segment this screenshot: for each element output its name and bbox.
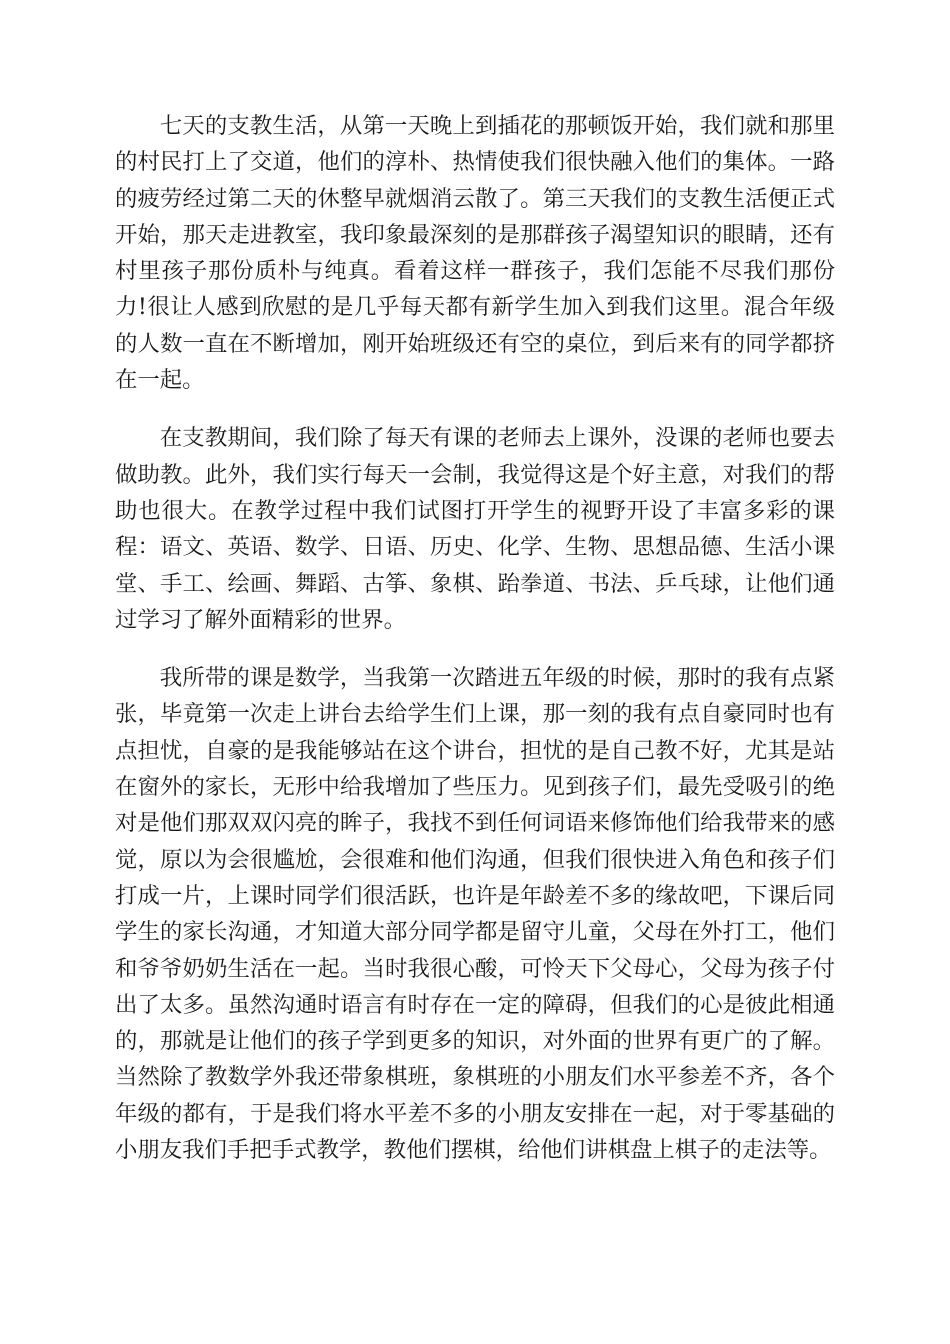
document-page	[115, 108, 835, 1190]
paragraph-teaching-life: 七天的支教生活，从第一天晚上到插花的那顿饭开始，我们就和那里的村民打上了交道，他们的淳朴、热情使我们很快融入他们的集体。一路的疲劳经过第二天的休整早就烟消云散了。第三天我们的支教生活便正式开始，那天走进教室，我印象最深刻的是那群孩子渴望知识的眼睛，还有村里孩子那份质朴与纯真。看着这样一群孩子，我们怎能不尽我们那份力!很让人感到欣慰的是几乎每天都有新学生加入到我们这里。混合年级的人数一直在不断增加，刚开始班级还有空的桌位，到后来有的同学都挤在一起。	[115, 113, 835, 394]
paragraph-math-class: 我所带的课是数学，当我第一次踏进五年级的时候，那时的我有点紧张，毕竟第一次走上讲台去给学生们上课，那一刻的我有点自豪同时也有点担忧，自豪的是我能够站在这个讲台，担忧的是自己教不好，尤其是站在窗外的家长，无形中给我增加了些压力。见到孩子们，最先受吸引的绝对是他们那双双闪亮的眸子，我找不到任何词语来修饰他们给我带来的感觉，原以为会很尴尬，会很难和他们沟通，但我们很快进入角色和孩子们打成一片，上课时同学们很活跃，也许是年龄差不多的缘故吧，下课后同学生的家长沟通，才知道大部分同学都是留守儿童，父母在外打工，他们和爷爷奶奶生活在一起。当时我很心酸，可怜天下父母心，父母为孩子付出了太多。虽然沟通时语言有时存在一定的障碍，但我们的心是彼此相通的，那就是让他们的孩子学到更多的知识，对外面的世界有更广的了解。当然除了教数学外我还带象棋班，象棋班的小朋友们水平参差不齐，各个年级的都有，于是我们将水平差不多的小朋友安排在一起，对于零基础的小朋友我们手把手式教学，教他们摆棋，给他们讲棋盘上棋子的走法等。	[115, 665, 835, 1164]
paragraph-courses: 在支教期间，我们除了每天有课的老师去上课外，没课的老师也要去做助教。此外，我们实行每天一会制，我觉得这是个好主意，对我们的帮助也很大。在教学过程中我们试图打开学生的视野开设了丰富多彩的课程：语文、英语、数学、日语、历史、化学、生物、思想品德、生活小课堂、手工、绘画、舞蹈、古筝、象棋、跆拳道、书法、乒乓球，让他们通过学习了解外面精彩的世界。	[115, 425, 835, 633]
